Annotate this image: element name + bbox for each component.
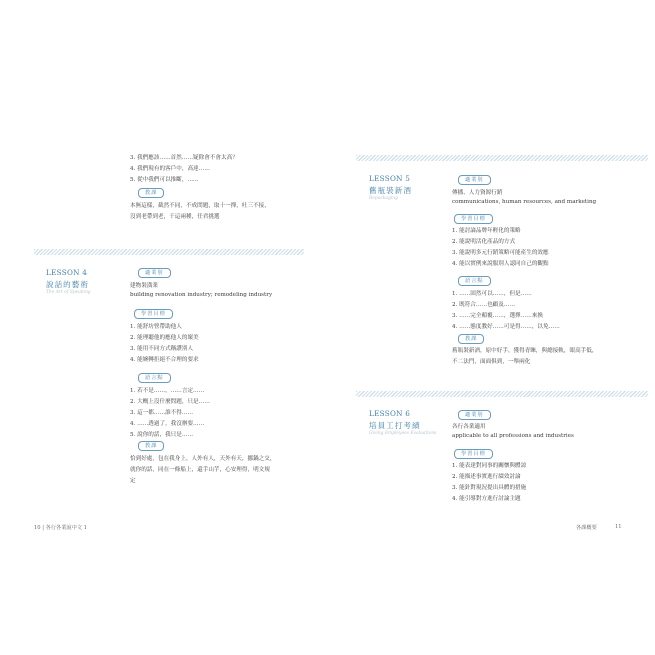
patterns-tag: 語言點: [138, 373, 171, 383]
vocab-tag: 教課: [138, 188, 164, 198]
goal-item: 3. 能用不同方式稱讚別人: [130, 346, 194, 352]
patterns-tag: 語言點: [458, 276, 491, 286]
pattern-item: 2. 既符合……也顧及……: [452, 302, 516, 308]
lesson-subtitle: Giving Employees Evaluations: [369, 431, 437, 436]
list-item: 3. 我們應該……首然……疑除會不會太高？: [130, 155, 238, 161]
page-folio-label: 各課概要: [576, 525, 597, 531]
goal-item: 3. 能說明多元行銷策略可能產生的效應: [452, 250, 549, 256]
page-number: 11: [615, 524, 622, 530]
vocab-tag: 教課: [458, 334, 484, 344]
pattern-item: 4. ……態度教好……可是得……，以免……: [452, 324, 560, 330]
section-divider: [356, 155, 648, 161]
pattern-item: 3. 這一都……誰不得……: [130, 410, 194, 416]
goal-item: 2. 能描述事實進行績效討論: [452, 474, 521, 480]
list-item: 5. 從中我們可以推斷，……: [130, 177, 199, 183]
industry-zh: 各行各業適用: [452, 424, 486, 430]
section-divider: [356, 391, 648, 397]
industry-en: communications, human resources, and marketing: [452, 199, 597, 205]
industry-tag: 適業別: [458, 175, 491, 185]
goal-item: 2. 能說明活化產品的方式: [452, 239, 516, 245]
pattern-item: 1. ……固然可以……，但是……: [452, 291, 532, 297]
vocab-tag: 教課: [138, 441, 164, 451]
lesson-number: LESSON 6: [369, 409, 411, 418]
industry-zh: 傳播、人力資源行銷: [452, 190, 503, 196]
lesson-number: LESSON 4: [46, 268, 88, 277]
vocab-line: 不二法門，面面俱到，一舉兩化: [452, 359, 531, 365]
lesson-title: 說話的藝術: [46, 280, 89, 289]
vocab-line: 沒到老帶到老，千這兩種，任君挑選: [130, 214, 220, 220]
vocab-line: 舊瓶裝新酒，原中好手，獲得青睞，與總接軌，眼高手低，: [452, 348, 598, 354]
industry-en: applicable to all professions and industries: [452, 433, 574, 439]
industry-tag: 適業別: [138, 268, 171, 278]
goals-tag: 學習目標: [454, 449, 493, 459]
goal-item: 3. 能針對現況提出具體的措施: [452, 485, 527, 491]
pattern-item: 5. 說你的話，我只是……: [130, 432, 194, 438]
goal-item: 1. 能表達對同事的關懷與體諒: [452, 463, 527, 469]
pattern-item: 4. ……透過了，我沒辦要……: [130, 421, 205, 427]
industry-en: building renovation industry; remodeling industry: [130, 292, 273, 298]
lesson-subtitle: The Art of Speaking: [46, 290, 91, 295]
vocab-line: 定: [130, 478, 136, 484]
goal-item: 1. 能討論品牌年輕化的策略: [452, 228, 521, 234]
page-folio: 10 | 各行各業說中文 1: [34, 525, 87, 531]
right-page: [328, 0, 655, 655]
lesson-title: 舊瓶裝新酒: [369, 186, 412, 195]
vocab-line: 就你的話，同在一條船上，還手山芋，心安理得，明文規: [130, 467, 270, 473]
lesson-title: 培員工打考績: [369, 421, 421, 430]
section-divider: [34, 249, 304, 255]
industry-tag: 適業別: [458, 410, 491, 420]
pattern-item: 3. ……完全顛覆……，選擇……來換: [452, 313, 544, 319]
goal-item: 4. 能婉轉拒絕不合理的要求: [130, 357, 199, 363]
pattern-item: 1. 若不是……，……言定……: [130, 388, 205, 394]
lesson-subtitle: Repackaging: [369, 196, 398, 201]
goal-item: 1. 能舒坊營帶助他人: [130, 324, 182, 330]
vocab-line: 本無這樣，截然不同，不成問題，取十一擇，吐三不接，: [130, 203, 270, 209]
industry-zh: 建物裝潢業: [130, 283, 158, 289]
lesson-number: LESSON 5: [369, 174, 411, 183]
list-item: 4. 我們現有的客戶中，高達……: [130, 166, 210, 172]
pattern-item: 2. 大概上沒什麼問題，只是……: [130, 399, 210, 405]
goals-tag: 學習目標: [134, 309, 173, 319]
goal-item: 4. 能引導對方進行討論主題: [452, 496, 521, 502]
vocab-line: 恰到好處，包在我身上，人外有人，天外有天，挪鍋之交，: [130, 456, 276, 462]
goal-item: 2. 能理聽他的應他人的壞美: [130, 335, 199, 341]
left-page: [0, 0, 327, 655]
goal-item: 4. 能以實例來說服別人認同自己的觀點: [452, 261, 549, 267]
goals-tag: 學習目標: [454, 214, 493, 224]
